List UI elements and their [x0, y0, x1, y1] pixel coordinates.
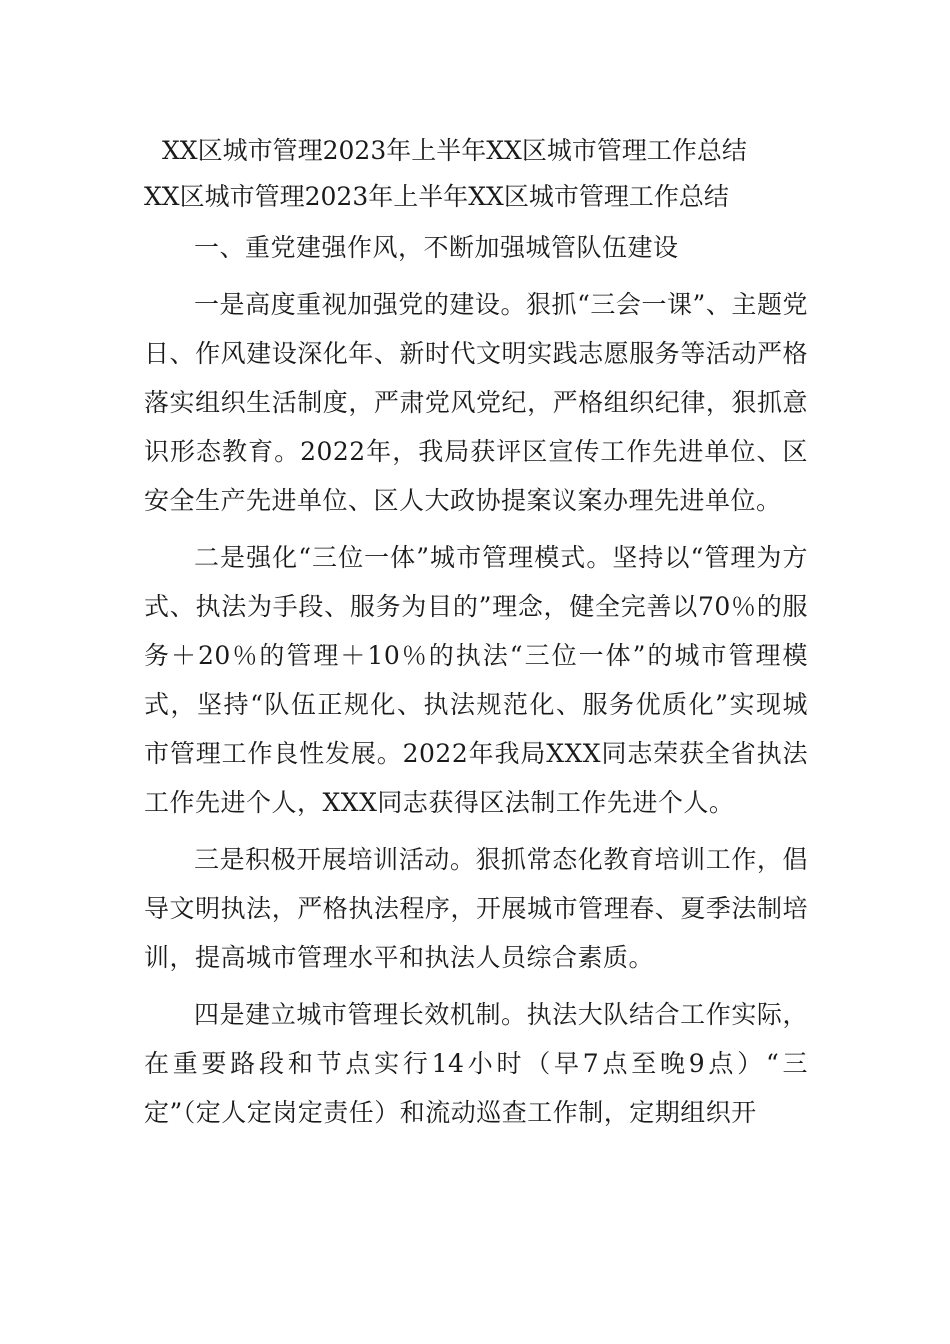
- document-title-line-2: XX区城市管理2023年上半年XX区城市管理工作总结: [144, 182, 729, 211]
- paragraph-2: 二是强化“三位一体”城市管理模式。坚持以“管理为方式、执法为手段、服务为目的”理念，健全完善以70％的服务＋20％的管理＋10％的执法“三位一体”的城市管理模式，坚持“队伍正规化、执法规范化、服务优质化”实现城市管理工作良性发展。2022年我局XXX同志荣获全省执法工作先进个人，XXX同志获得区法制工作先进个人。: [144, 543, 808, 817]
- paragraph-3: 三是积极开展培训活动。狠抓常态化教育培训工作，倡导文明执法，严格执法程序，开展城市管理春、夏季法制培训，提高城市管理水平和执法人员综合素质。: [144, 845, 808, 972]
- section-heading: 一、重党建强作风，不断加强城管队伍建设: [194, 233, 679, 262]
- paragraph-1: 一是高度重视加强党的建设。狠抓“三会一课”、主题党日、作风建设深化年、新时代文明实践志愿服务等活动严格落实组织生活制度，严肃党风党纪，严格组织纪律，狠抓意识形态教育。2022年，我局获评区宣传工作先进单位、区安全生产先进单位、区人大政协提案议案办理先进单位。: [144, 290, 808, 515]
- paragraph-4: 四是建立城市管理长效机制。执法大队结合工作实际，在重要路段和节点实行14小时（早7点至晚9点）“三定”（定人定岗定责任）和流动巡查工作制，定期组织开: [144, 1000, 808, 1127]
- document-title-line-1: XX区城市管理2023年上半年XX区城市管理工作总结: [162, 136, 747, 165]
- document-body: [144, 128, 808, 1137]
